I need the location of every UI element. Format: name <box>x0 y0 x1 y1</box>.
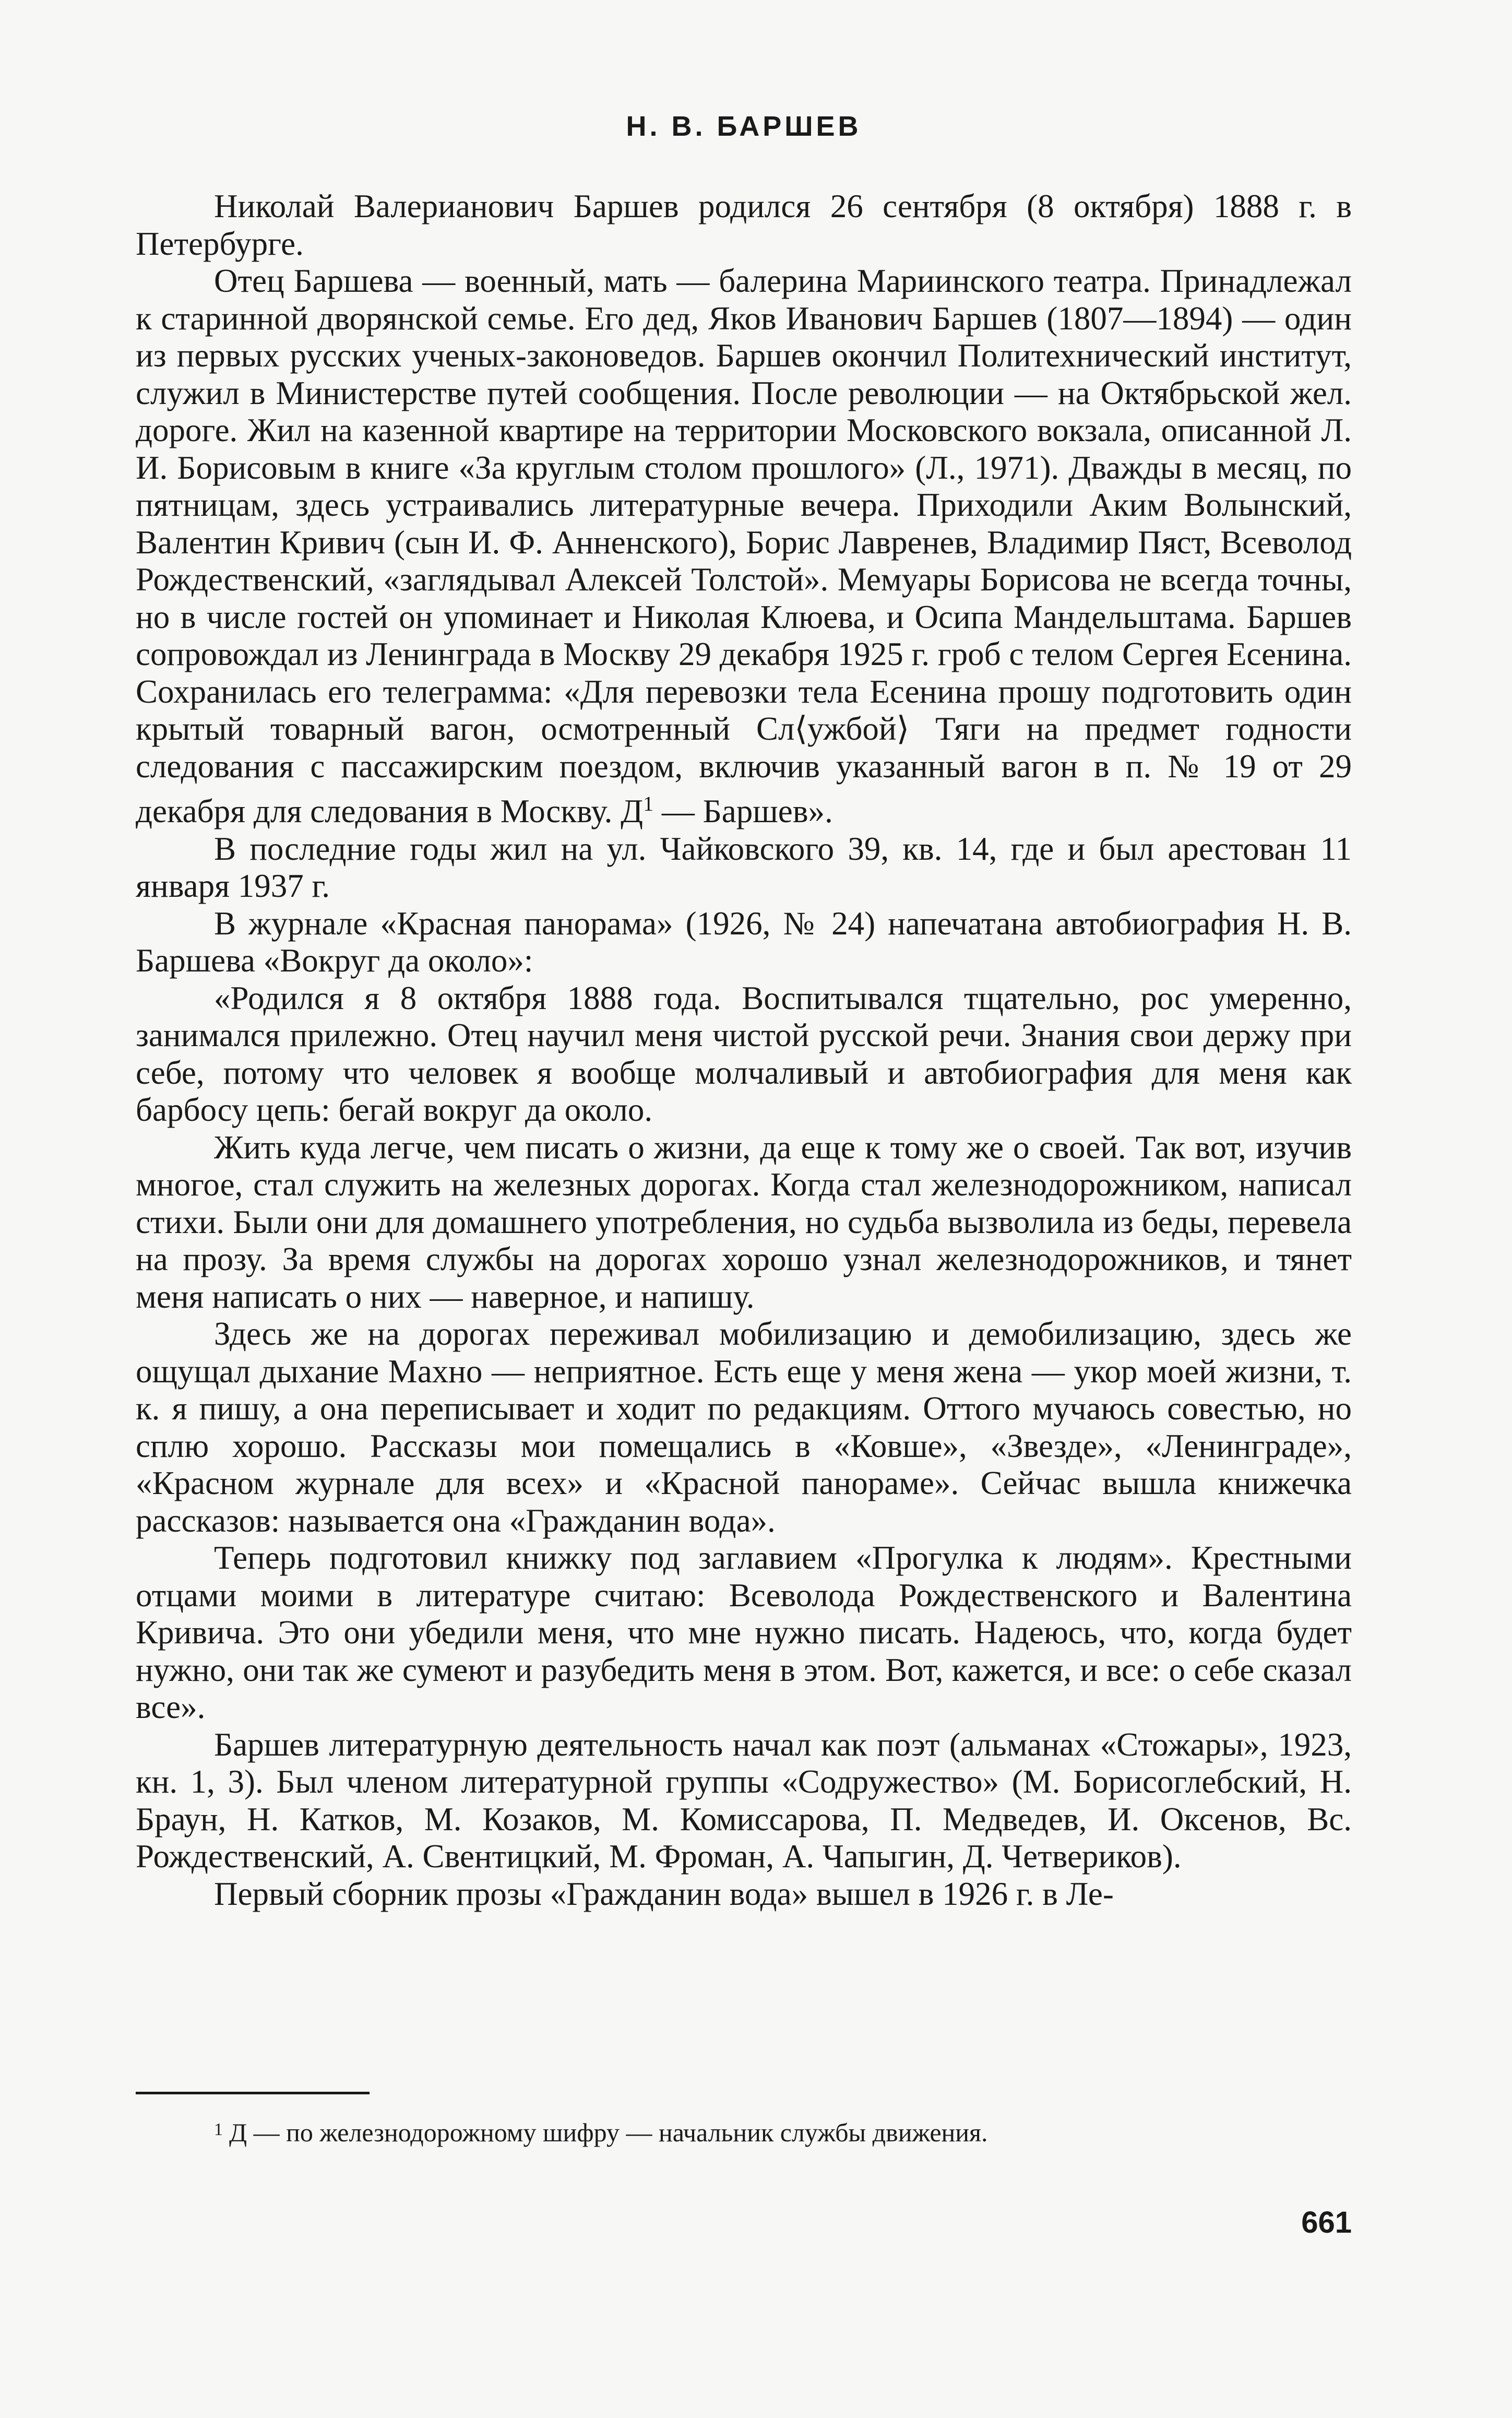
footnote-divider <box>136 2092 370 2094</box>
paragraph-text: — Баршев». <box>653 793 833 829</box>
book-page <box>136 0 1352 2418</box>
footnote-mark: 1 <box>214 2120 223 2139</box>
paragraph: В последние годы жил на ул. Чайковского 39, кв. 14, где и был арестован 11 января 1937 г. <box>136 830 1352 904</box>
footnote-text: Д — по железнодорожному шифру — начальник службы движения. <box>229 2118 988 2147</box>
paragraph: Здесь же на дорогах переживал мобилизацию и демобилизацию, здесь же ощущал дыхание Махно — неприятное. Есть еще у меня жена — укор моей жизни, т. к. я пишу, а она переписывает и ходит по редакциям. Оттого мучаюсь совестью, но сплю хорошо. Рассказы мои помещались в «Ковше», «Звезде», «Ленинграде», «Красном журнале для всех» и «Красной панораме». Сейчас вышла книжечка рассказов: называется она «Гражданин вода». <box>136 1315 1352 1539</box>
paragraph <box>136 263 1352 831</box>
paragraph: Первый сборник прозы «Гражданин вода» вышел в 1926 г. в Ле- <box>214 1875 1114 1912</box>
footnote-reference: 1 <box>643 792 654 815</box>
paragraph: В журнале «Красная панорама» (1926, № 24) напечатана автобиография Н. В. Баршева «Вокруг да около»: <box>136 905 1352 979</box>
paragraph: Теперь подготовил книжку под заглавием «Прогулка к людям». Крестными отцами моими в литературе считаю: Всеволода Рождественского и Валентина Кривича. Это они убедили меня, что мне нужно писать. Надеюсь, что, когда будет нужно, они так же сумеют и разубедить меня в этом. Вот, кажется, и все: о себе сказал все». <box>136 1539 1352 1725</box>
paragraph: Баршев литературную деятельность начал как поэт (альманах «Стожары», 1923, кн. 1, 3). Был членом литературной группы «Содружество» (М. Борисоглебский, Н. Браун, Н. Катков, М. Козаков, М. Комиссарова, П. Медведев, И. Оксенов, Вс. Рождественский, А. Свентицкий, М. Фроман, А. Чапыгин, Д. Четвериков). <box>136 1726 1352 1875</box>
paragraph: Николай Валерианович Баршев родился 26 сентября (8 октября) 1888 г. в Петербурге. <box>136 188 1352 262</box>
paragraph: Жить куда легче, чем писать о жизни, да еще к тому же о своей. Так вот, изучив многое, стал служить на железных дорогах. Когда стал железнодорожником, написал стихи. Были они для домашнего употребления, но судьба вызволила из беды, перевела на прозу. За время службы на дорогах хорошо узнал железнодорожников, и тянет меня написать о них — наверное, и напишу. <box>136 1129 1352 1315</box>
chapter-heading: Н. В. БАРШЕВ <box>626 111 862 142</box>
paragraph-text: Отец Баршева — военный, мать — балерина Мариинского театра. Принадлежал к старинной дворянской семье. Его дед, Яков Иванович Баршев (1807—1894) — один из первых русских ученых-законоведов. Баршев окончил Политехнический институт, служил в Министерстве путей сообщения. После революции — на Октябрьской жел. дороге. Жил на казенной квартире на территории Московского вокзала, описанной Л. И. Борисовым в книге «За круглым столом прошлого» (Л., 1971). Дважды в месяц, по пятницам, здесь устраивались литературные вечера. Приходили Аким Волынский, Валентин Кривич (сын И. Ф. Анненского), Борис Лавренев, Владимир Пяст, Всеволод Рождественский, «заглядывал Алексей Толстой». Мемуары Борисова не всегда точны, но в числе гостей он упоминает и Николая Клюева, и Осипа Мандельштама. Баршев сопровождал из Ленинграда в Москву 29 декабря 1925 г. гроб с телом Сергея Есенина. Сохранилась его телеграмма: «Для перевозки тела Есенина прошу подготовить один крытый товарный вагон, осмотренный Сл⟨ужбой⟩ Тяги на предмет годности следования с пассажирским поездом, включив указанный вагон в п. № 19 от 29 декабря для следования в Москву. Д <box>136 263 1352 829</box>
paragraph: «Родился я 8 октября 1888 года. Воспитывался тщательно, рос умеренно, занимался прилежно. Отец научил меня чистой русской речи. Знания свои держу при себе, потому что человек я вообще молчаливый и автобиография для меня как барбосу цепь: бегай вокруг да около. <box>136 979 1352 1128</box>
footnote <box>214 2114 1352 2148</box>
body-text <box>136 188 1352 1913</box>
page-number: 661 <box>1301 2206 1352 2239</box>
